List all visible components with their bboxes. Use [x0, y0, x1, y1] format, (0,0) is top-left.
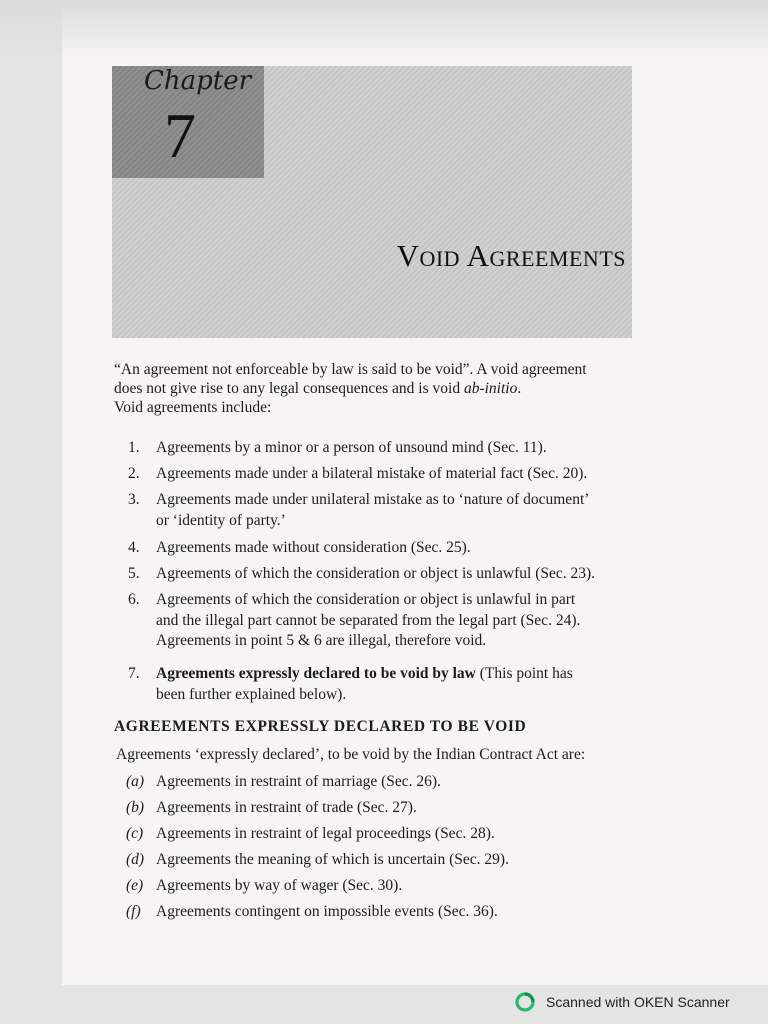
intro-line: does not give rise to any legal consequences and is void ab-initio. [114, 380, 522, 397]
item-label: (f) [126, 903, 141, 920]
item-label: (d) [126, 851, 145, 868]
item-number: 5. [128, 565, 140, 582]
item-number: 2. [128, 465, 140, 482]
item-number: 3. [128, 491, 140, 508]
item-text: Agreements made under unilateral mistake as to ‘nature of document’ or ‘identity of party.’ [156, 491, 590, 529]
chapter-label: Chapter [144, 66, 252, 96]
section-heading: AGREEMENTS EXPRESSLY DECLARED TO BE VOID [114, 718, 527, 735]
section-intro: Agreements ‘expressly declared’, to be void by the Indian Contract Act are: [116, 746, 586, 763]
item-label: (c) [126, 825, 144, 842]
item-text: Agreements in restraint of marriage (Sec. 26). [156, 773, 441, 790]
item-text: Agreements in restraint of legal proceedings (Sec. 28). [156, 825, 495, 842]
item-text: Agreements in restraint of trade (Sec. 27). [156, 799, 417, 816]
scanner-watermark [514, 990, 730, 1014]
item-label: (b) [126, 799, 145, 816]
item-number: 7. [128, 665, 140, 682]
item-text: Agreements contingent on impossible events (Sec. 36). [156, 903, 498, 920]
chapter-number: 7 [164, 100, 196, 171]
item-number: 4. [128, 539, 140, 556]
item-text: Agreements made without consideration (Sec. 25). [156, 539, 471, 556]
intro-paragraph [114, 360, 644, 417]
scan-shadow [0, 0, 768, 60]
item-text: Agreements by way of wager (Sec. 30). [156, 877, 403, 894]
item-number: 6. [128, 591, 140, 608]
item-label: (e) [126, 877, 144, 894]
item-text: Agreements of which the consideration or object is unlawful (Sec. 23). [156, 565, 596, 582]
chapter-banner [112, 66, 632, 338]
item-text: Agreements made under a bilateral mistake of material fact (Sec. 20). [156, 465, 588, 482]
scanner-text: Scanned with OKEN Scanner [546, 994, 730, 1010]
chapter-number-box [112, 66, 264, 178]
intro-line: Void agreements include: [114, 399, 272, 416]
oken-logo-icon [514, 991, 536, 1013]
item-text: Agreements expressly declared to be void by law (This point has been further explained below). [156, 665, 573, 703]
intro-line: “An agreement not enforceable by law is said to be void”. A void agreement [114, 361, 587, 378]
item-text: Agreements of which the consideration or object is unlawful in part and the illegal part cannot be separated from the legal part (Sec. 24). Agreements in point 5 & 6 are illegal, therefore void. [156, 591, 581, 649]
item-label: (a) [126, 773, 145, 790]
item-text: Agreements by a minor or a person of unsound mind (Sec. 11). [156, 439, 547, 456]
chapter-title: Void Agreements [396, 238, 626, 273]
item-number: 1. [128, 439, 140, 456]
item-text: Agreements the meaning of which is uncertain (Sec. 29). [156, 851, 509, 868]
